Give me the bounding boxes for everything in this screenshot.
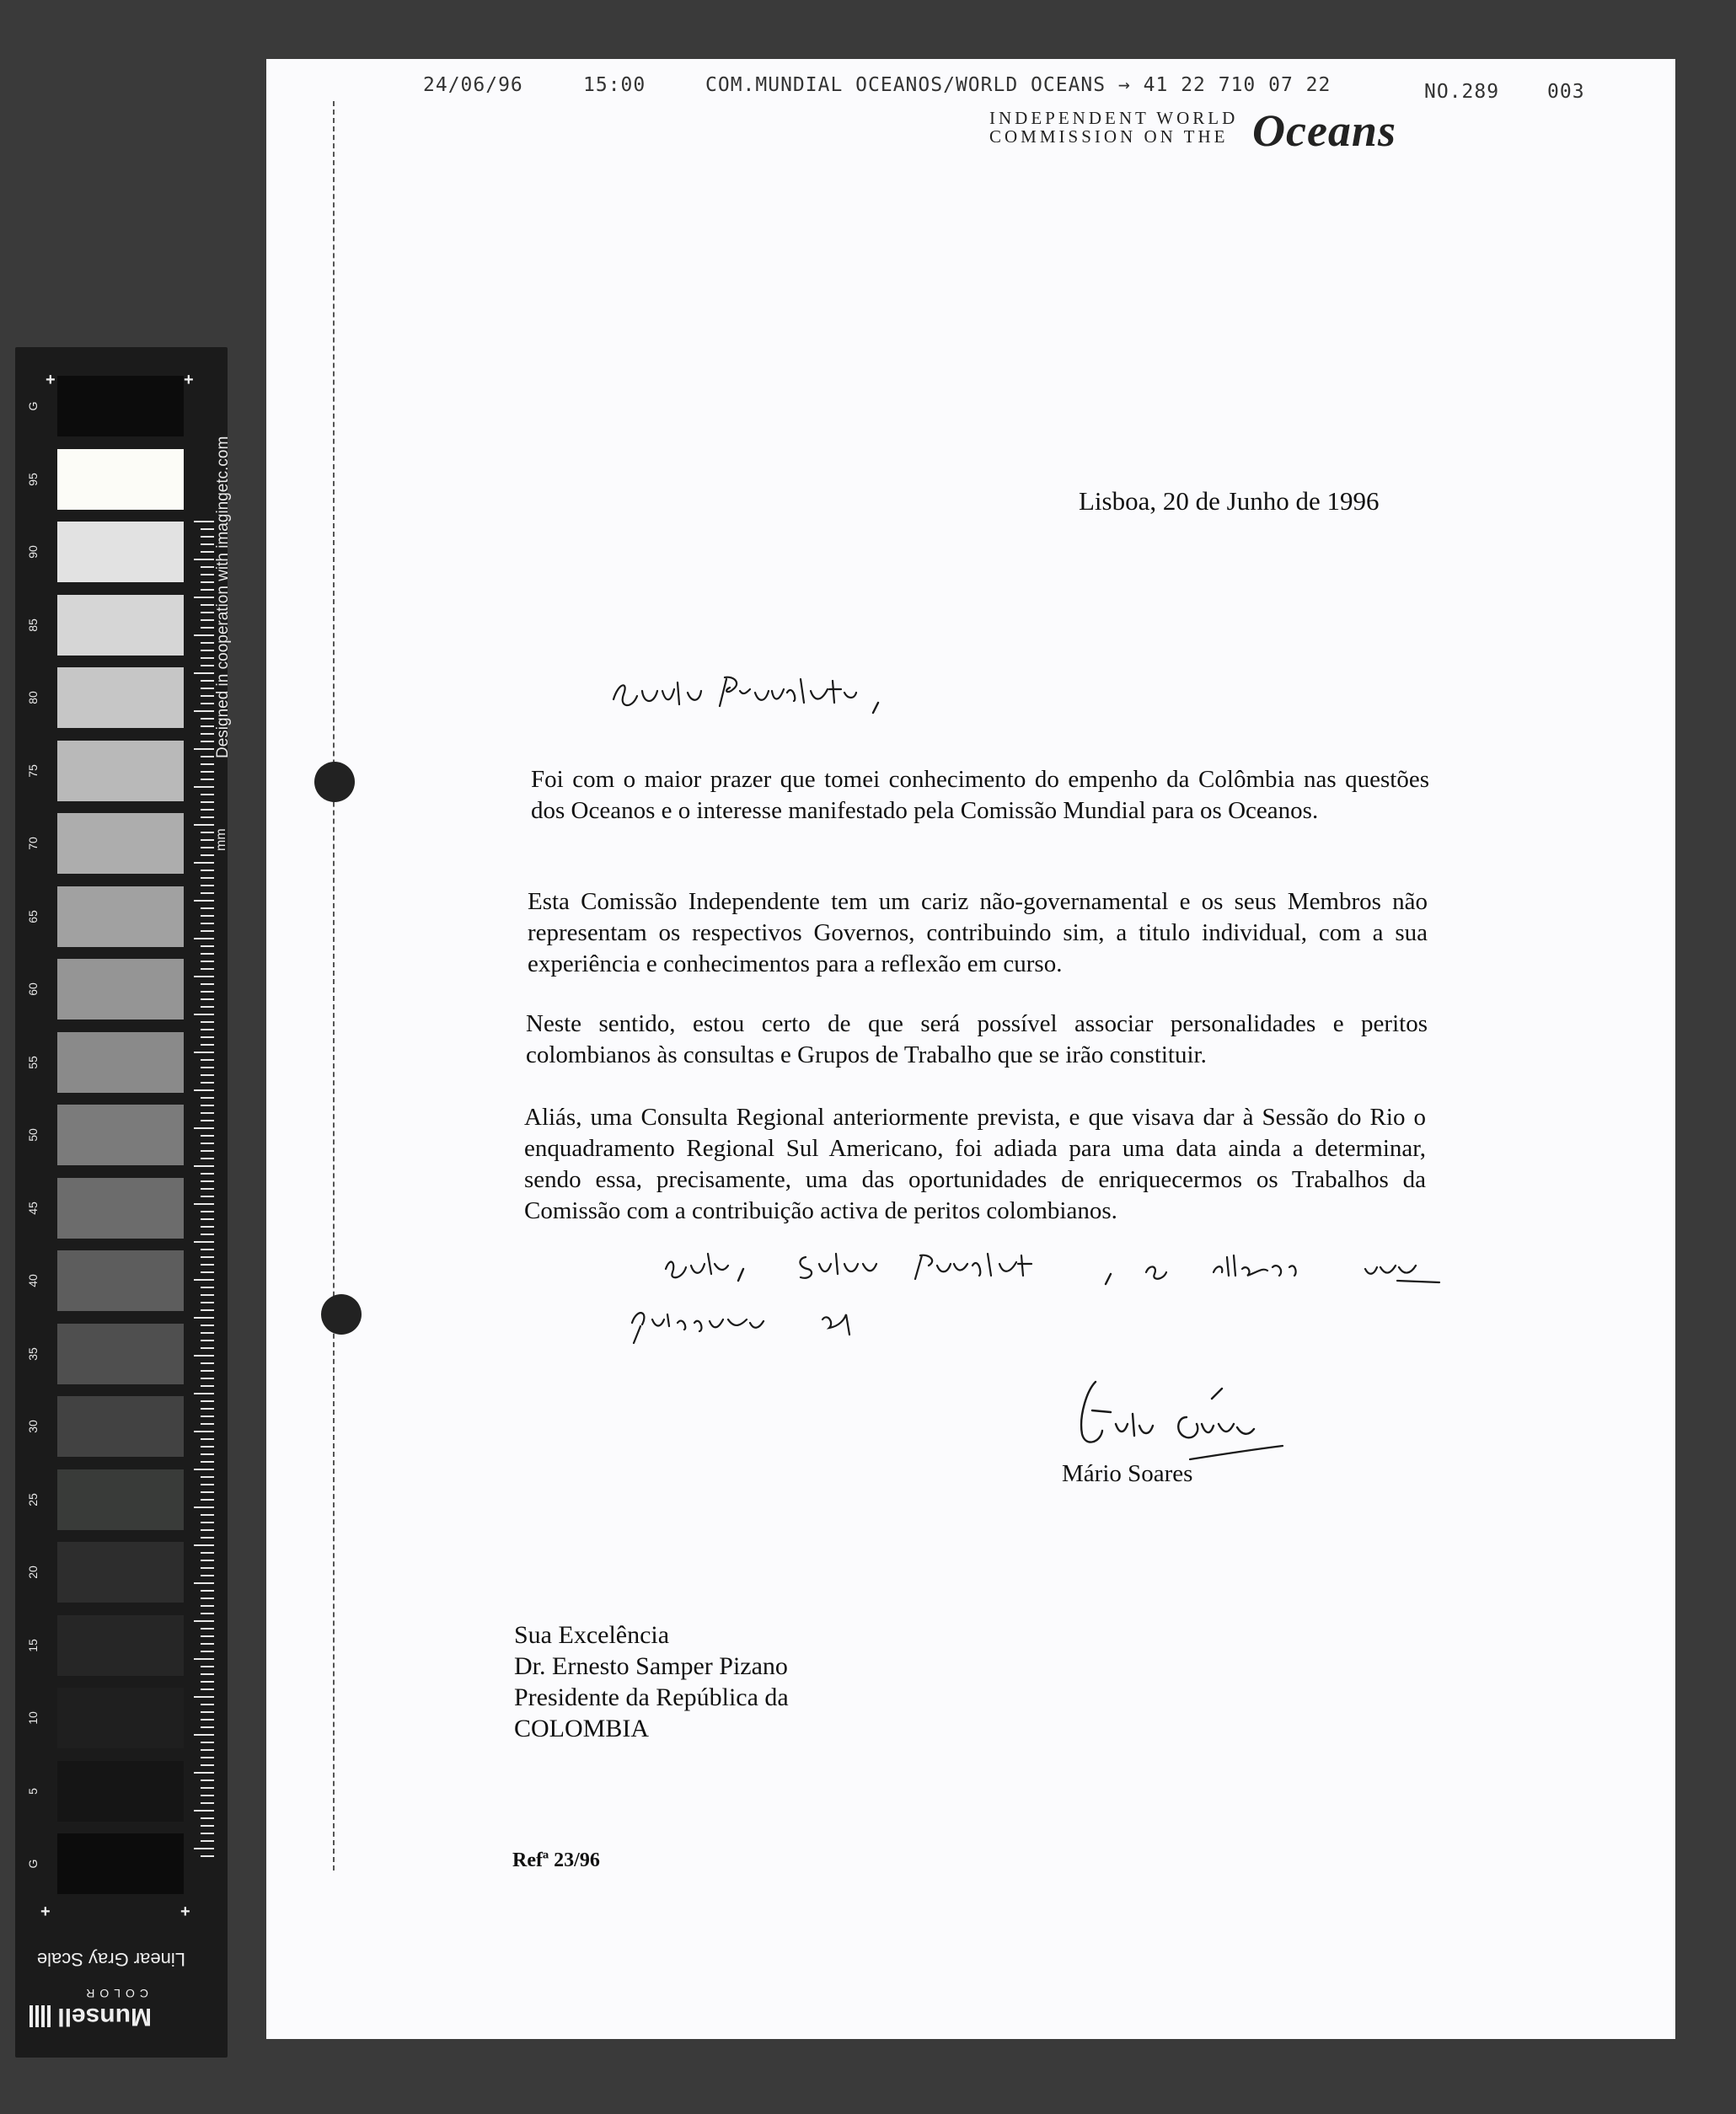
- gray-chip-label: 50: [26, 1128, 40, 1142]
- gray-chip-label: 10: [26, 1711, 40, 1725]
- gray-chip: [57, 1761, 184, 1822]
- linear-gray-scale-title: Linear Gray Scale: [36, 1949, 185, 1970]
- munsell-logo-icon: [29, 2005, 51, 2027]
- signer-name: Mário Soares: [1062, 1460, 1193, 1487]
- plus-mark-bottom-left: +: [40, 1903, 51, 1921]
- handwritten-salutation: [607, 666, 910, 725]
- plus-mark-bottom-right: +: [180, 1903, 190, 1921]
- gray-chip-label: 70: [26, 837, 40, 850]
- gray-chip: [57, 376, 184, 436]
- gray-chip-label: 40: [26, 1274, 40, 1287]
- paragraph-2: Esta Comissão Independente tem um cariz não-governamental e os seus Membros não representam os respectivos Governos, contribuindo sim, a titulo individual, com a sua experiência e conhecimentos para a reflexão em curso.: [528, 888, 1428, 977]
- handwritten-closing: [624, 1239, 1449, 1365]
- gray-chip-label: 65: [26, 909, 40, 923]
- gray-chip-label: 90: [26, 545, 40, 559]
- gray-chip: [57, 959, 184, 1020]
- gray-chip-label: 25: [26, 1492, 40, 1507]
- gray-chip-label: G: [26, 1859, 40, 1869]
- fax-sender: COM.MUNDIAL OCEANOS/WORLD OCEANS → 41 22 710 07 22: [705, 74, 1331, 96]
- gray-chip: [57, 1032, 184, 1093]
- gray-chip: [57, 741, 184, 801]
- gray-chip: [57, 1396, 184, 1457]
- credit-text: Designed in cooperation with imagingetc.com: [214, 436, 232, 758]
- gray-chip: [57, 1105, 184, 1165]
- gray-chip: [57, 1324, 184, 1384]
- gray-chip: [57, 886, 184, 947]
- gray-chip-label: 5: [26, 1787, 40, 1795]
- signature: [1062, 1365, 1289, 1474]
- gray-chip-label: 95: [26, 472, 40, 486]
- gray-chip-label: 75: [26, 763, 40, 778]
- gray-chip: [57, 667, 184, 728]
- munsell-brand: Munsell: [57, 2003, 152, 2031]
- gray-chip-label: 20: [26, 1565, 40, 1579]
- fax-page: 003: [1547, 81, 1585, 103]
- gray-chip-label: 15: [26, 1638, 40, 1652]
- punch-hole-bottom: [321, 1294, 362, 1335]
- paragraph-4: Aliás, uma Consulta Regional anteriormente prevista, e que visava dar à Sessão do Rio o enquadramento Regional Sul Americano, foi adiada para uma data ainda a determinar, sendo essa, precisamente, uma das oportunidades de enriquecermos os Trabalhos da Comissão com a contribuição activa de peritos colombianos.: [524, 1104, 1426, 1224]
- gray-chip-label: 85: [26, 618, 40, 632]
- plus-mark-top-right: +: [184, 371, 194, 389]
- gray-chip-label: 45: [26, 1201, 40, 1215]
- addressee-line: Dr. Ernesto Samper Pizano: [514, 1652, 788, 1680]
- letterhead-line-2: COMMISSION ON THE: [989, 126, 1229, 147]
- gray-chip-label: 80: [26, 691, 40, 704]
- gray-chip: [57, 1469, 184, 1530]
- gray-chip: [57, 1833, 184, 1894]
- addressee-line: Presidente da República da: [514, 1683, 789, 1711]
- fax-date: 24/06/96: [423, 74, 523, 96]
- gray-chip: [57, 449, 184, 510]
- addressee-line: COLOMBIA: [514, 1715, 650, 1742]
- gray-chip-label: 60: [26, 982, 40, 996]
- fax-number: NO.289: [1424, 81, 1500, 103]
- gray-chip-label: G: [26, 401, 40, 411]
- gray-chip: [57, 1688, 184, 1748]
- munsell-brand-sub: COLOR: [81, 1987, 148, 2000]
- gray-chip: [57, 1615, 184, 1676]
- punch-hole-top: [314, 762, 355, 802]
- plus-mark-top-left: +: [46, 371, 56, 389]
- gray-chip-label: 30: [26, 1420, 40, 1433]
- reference-number: Refª 23/96: [512, 1849, 600, 1871]
- mm-ruler: [201, 521, 214, 1860]
- munsell-logo-block: [36, 1938, 185, 2031]
- gray-chip-label: 55: [26, 1055, 40, 1069]
- gray-chip: [57, 522, 184, 582]
- gray-chip-label: 35: [26, 1346, 40, 1361]
- addressee-block: [514, 1619, 789, 1744]
- fax-time: 15:00: [583, 74, 646, 96]
- addressee-line: Sua Excelência: [514, 1621, 670, 1649]
- paragraph-1: Foi com o maior prazer que tomei conhecimento do empenho da Colômbia nas questões dos Oceanos e o interesse manifestado pela Comissão Mundial para os Oceanos.: [531, 766, 1429, 824]
- perforation-line: [333, 101, 335, 1870]
- paragraph-3: Neste sentido, estou certo de que será possível associar personalidades e peritos colombianos às consultas e Grupos de Trabalho que se irão constituir.: [526, 1010, 1428, 1068]
- letterhead-line-1: INDEPENDENT WORLD: [989, 108, 1239, 128]
- gray-chip: [57, 1542, 184, 1603]
- gray-chip: [57, 813, 184, 874]
- gray-chip: [57, 1250, 184, 1311]
- gray-chip: [57, 1178, 184, 1239]
- mm-label: mm: [214, 828, 228, 851]
- letterhead-oceans: Oceans: [1252, 105, 1396, 156]
- letter-date: Lisboa, 20 de Junho de 1996: [1079, 486, 1380, 516]
- gray-chip: [57, 595, 184, 656]
- mm-ruler-major: [194, 521, 201, 1860]
